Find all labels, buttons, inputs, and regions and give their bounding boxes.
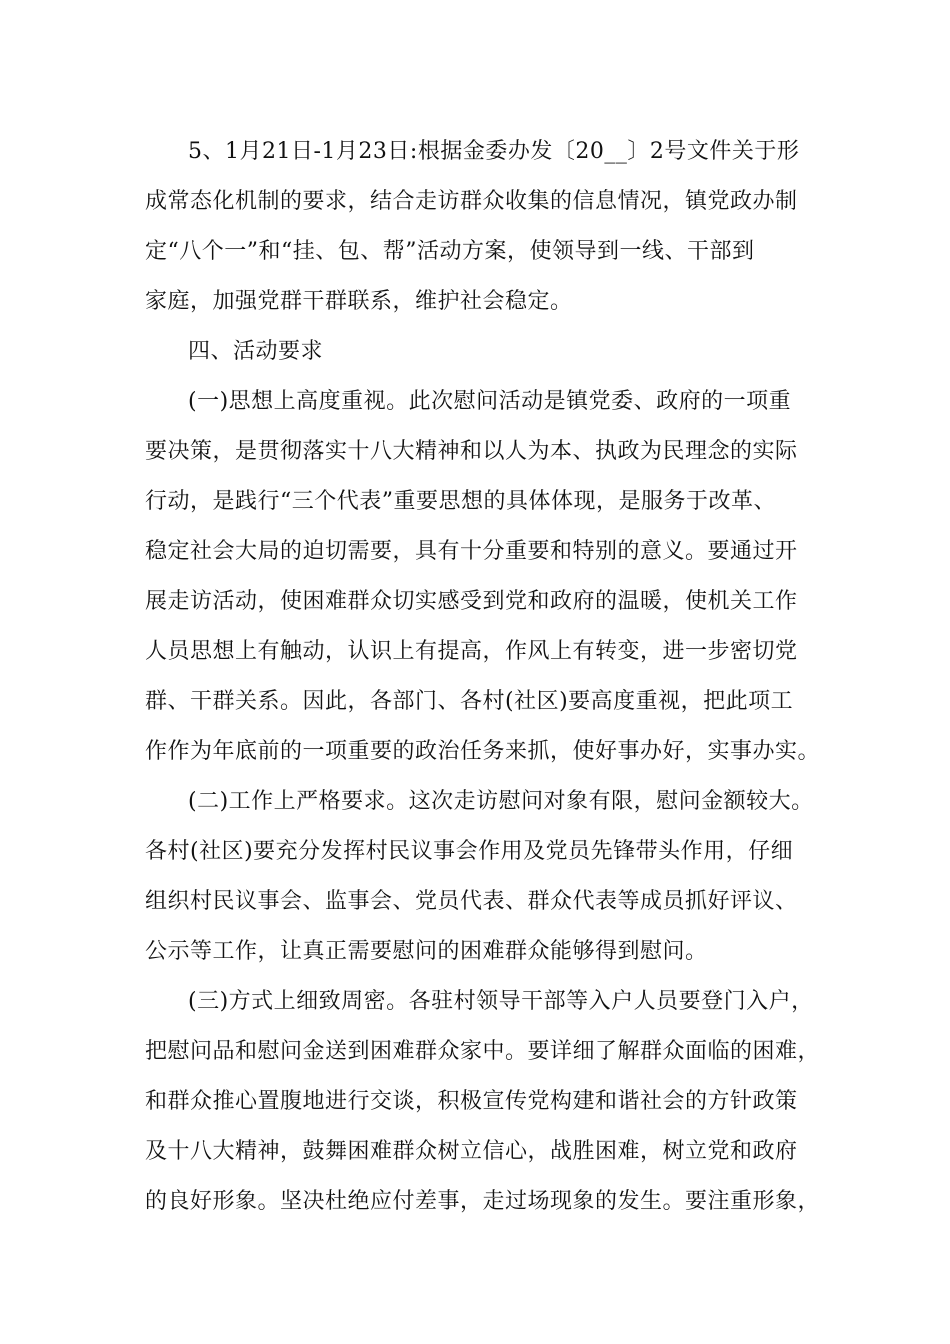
requirement-3-line-3: 和群众推心置腹地进行交谈，积极宣传党构建和谐社会的方针政策 bbox=[145, 1089, 798, 1114]
requirement-3-line-1: (三)方式上细致周密。各驻村领导干部等入户人员要登门入户， bbox=[188, 989, 814, 1014]
requirement-2-line-4: 公示等工作，让真正需要慰问的困难群众能够得到慰问。 bbox=[145, 939, 708, 964]
requirement-3-line-4: 及十八大精神，鼓舞困难群众树立信心，战胜困难，树立党和政府 bbox=[145, 1139, 798, 1164]
paragraph-5-line-1: 5、1月21日-1月23日:根据金委办发〔20__〕2号文件关于形 bbox=[188, 139, 800, 164]
requirement-2-line-3: 组织村民议事会、监事会、党员代表、群众代表等成员抓好评议、 bbox=[145, 889, 798, 914]
paragraph-5-line-4: 家庭，加强党群干群联系，维护社会稳定。 bbox=[145, 289, 573, 314]
requirement-1-line-4: 稳定社会大局的迫切需要，具有十分重要和特别的意义。要通过开 bbox=[145, 539, 798, 564]
requirement-1-line-2: 要决策，是贯彻落实十八大精神和以人为本、执政为民理念的实际 bbox=[145, 439, 798, 464]
requirement-3-line-5: 的良好形象。坚决杜绝应付差事，走过场现象的发生。要注重形象， bbox=[145, 1189, 821, 1214]
requirement-2-line-2: 各村(社区)要充分发挥村民议事会作用及党员先锋带头作用，仔细 bbox=[145, 839, 794, 864]
requirement-1-line-6: 人员思想上有触动，认识上有提高，作风上有转变，进一步密切党 bbox=[145, 639, 798, 664]
requirement-1-line-5: 展走访活动，使困难群众切实感受到党和政府的温暖，使机关工作 bbox=[145, 589, 798, 614]
section-heading: 四、活动要求 bbox=[188, 339, 324, 364]
paragraph-5-line-3: 定“八个一”和“挂、包、帮”活动方案，使领导到一线、干部到 bbox=[145, 239, 755, 264]
paragraph-5-line-2: 成常态化机制的要求，结合走访群众收集的信息情况，镇党政办制 bbox=[145, 189, 798, 214]
requirement-1-line-8: 作作为年底前的一项重要的政治任务来抓，使好事办好，实事办实。 bbox=[145, 739, 821, 764]
requirement-2-line-1: (二)工作上严格要求。这次走访慰问对象有限，慰问金额较大。 bbox=[188, 789, 814, 814]
requirement-1-line-3: 行动，是践行“三个代表”重要思想的具体体现，是服务于改革、 bbox=[145, 489, 776, 514]
requirement-1-line-1: (一)思想上高度重视。此次慰问活动是镇党委、政府的一项重 bbox=[188, 389, 792, 414]
requirement-1-line-7: 群、干群关系。因此，各部门、各村(社区)要高度重视，把此项工 bbox=[145, 689, 794, 714]
requirement-3-line-2: 把慰问品和慰问金送到困难群众家中。要详细了解群众面临的困难， bbox=[145, 1039, 821, 1064]
